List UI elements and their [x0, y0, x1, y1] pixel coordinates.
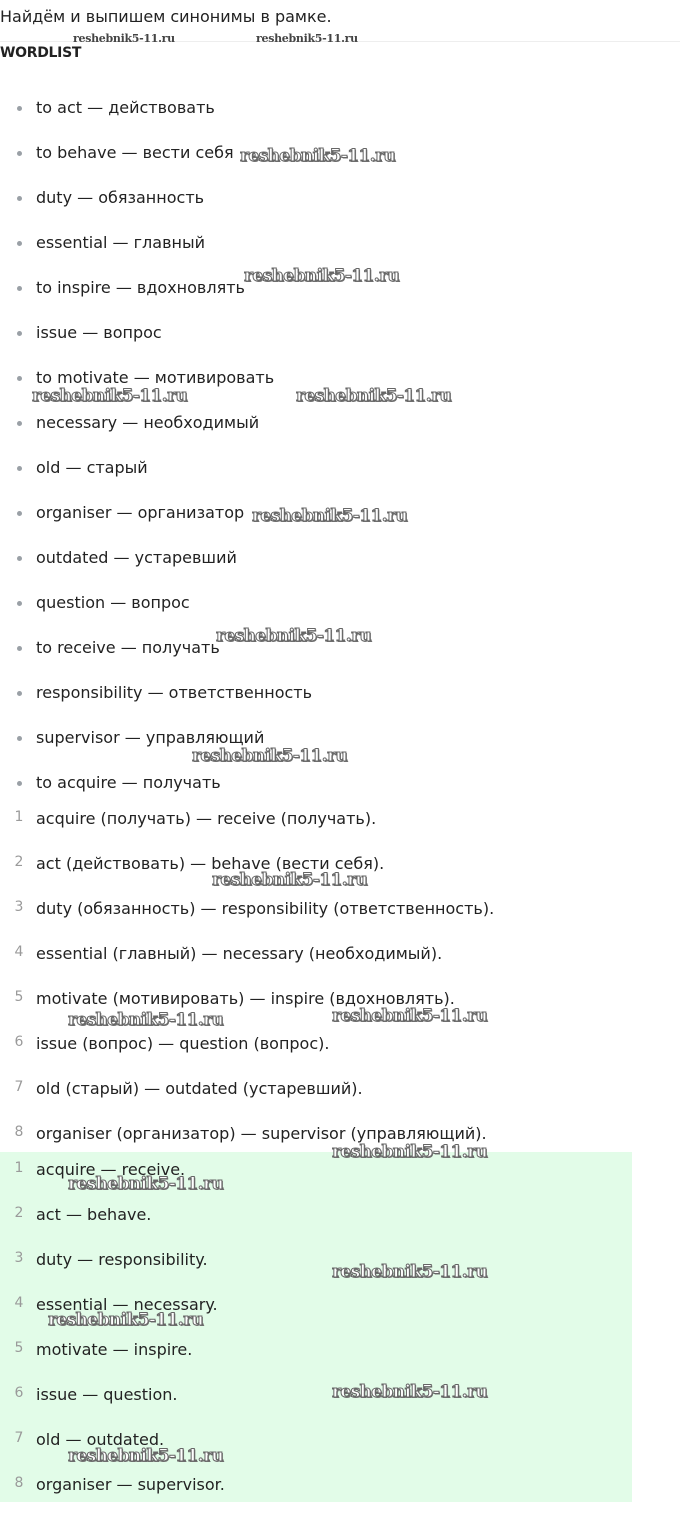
bullet-icon	[17, 151, 22, 156]
list-item	[0, 412, 640, 436]
bullet-icon	[17, 466, 22, 471]
pair-row	[0, 1033, 640, 1057]
list-item-text: to acquire — получать	[36, 773, 221, 792]
answer-number: 8	[14, 1475, 24, 1491]
answer-row	[0, 1249, 640, 1273]
pair-text: issue (вопрос) — question (вопрос).	[36, 1034, 330, 1053]
list-item	[0, 97, 640, 121]
list-item	[0, 547, 640, 571]
bullet-icon	[17, 241, 22, 246]
answer-number: 1	[14, 1160, 24, 1176]
watermark: reshebnik5-11.ru	[68, 1174, 224, 1194]
list-item	[0, 772, 640, 796]
pair-text: essential (главный) — necessary (необходимый).	[36, 944, 443, 963]
list-item-text: to act — действовать	[36, 98, 215, 117]
bullet-icon	[17, 556, 22, 561]
task-instruction: Найдём и выпишем синонимы в рамке.	[0, 7, 332, 26]
pair-row	[0, 988, 640, 1012]
pair-text: organiser (организатор) — supervisor (управляющий).	[36, 1124, 487, 1143]
bullet-icon	[17, 196, 22, 201]
list-item-text: question — вопрос	[36, 593, 190, 612]
list-item	[0, 457, 640, 481]
bullet-icon	[17, 736, 22, 741]
watermark: reshebnik5-11.ru	[332, 1006, 488, 1026]
pair-number: 5	[14, 989, 24, 1005]
answer-number: 3	[14, 1250, 24, 1266]
bullet-icon	[17, 511, 22, 516]
pair-text: acquire (получать) — receive (получать).	[36, 809, 377, 828]
answer-row	[0, 1384, 640, 1408]
list-item-text: to inspire — вдохновлять	[36, 278, 245, 297]
answer-number: 7	[14, 1430, 24, 1446]
watermark: reshebnik5-11.ru	[332, 1262, 488, 1282]
list-item-text: responsibility — ответственность	[36, 683, 313, 702]
pair-row	[0, 808, 640, 832]
bullet-icon	[17, 106, 22, 111]
answer-number: 4	[14, 1295, 24, 1311]
list-item-text: essential — главный	[36, 233, 205, 252]
watermark: reshebnik5-11.ru	[68, 1010, 224, 1030]
bullet-icon	[17, 601, 22, 606]
answer-text: organiser — supervisor.	[36, 1475, 225, 1494]
bullet-icon	[17, 421, 22, 426]
answer-text: old — outdated.	[36, 1430, 165, 1449]
wordlist-title: WORDLIST	[0, 45, 82, 61]
list-item-text: supervisor — управляющий	[36, 728, 265, 747]
answer-text: motivate — inspire.	[36, 1340, 193, 1359]
pair-text: motivate (мотивировать) — inspire (вдохновлять).	[36, 989, 455, 1008]
list-item-text: old — старый	[36, 458, 148, 477]
watermark: reshebnik5-11.ru	[48, 1310, 204, 1330]
watermark: reshebnik5-11.ru	[68, 1446, 224, 1466]
watermark: reshebnik5-11.ru	[32, 386, 188, 406]
bullet-icon	[17, 691, 22, 696]
answer-number: 6	[14, 1385, 24, 1401]
bullet-icon	[17, 781, 22, 786]
answer-text: duty — responsibility.	[36, 1250, 208, 1269]
answer-number: 5	[14, 1340, 24, 1356]
pair-number: 1	[14, 809, 24, 825]
pair-row	[0, 943, 640, 967]
pair-row	[0, 1123, 640, 1147]
pair-number: 4	[14, 944, 24, 960]
answer-text: essential — necessary.	[36, 1295, 218, 1314]
list-item-text: to receive — получать	[36, 638, 220, 657]
pair-number: 7	[14, 1079, 24, 1095]
watermark: reshebnik5-11.ru	[192, 746, 348, 766]
list-item-text: organiser — организатор	[36, 503, 245, 522]
list-item-text: duty — обязанность	[36, 188, 205, 207]
watermark: reshebnik5-11.ru	[332, 1382, 488, 1402]
watermark: reshebnik5-11.ru	[73, 32, 175, 45]
bullet-icon	[17, 286, 22, 291]
watermark: reshebnik5-11.ru	[212, 870, 368, 890]
bullet-icon	[17, 331, 22, 336]
pair-row	[0, 1078, 640, 1102]
pair-text: old (старый) — outdated (устаревший).	[36, 1079, 363, 1098]
list-item	[0, 592, 640, 616]
list-item-text: to motivate — мотивировать	[36, 368, 275, 387]
answer-text: acquire — receive.	[36, 1160, 186, 1179]
watermark: reshebnik5-11.ru	[332, 1142, 488, 1162]
pair-number: 2	[14, 854, 24, 870]
list-item-text: outdated — устаревший	[36, 548, 237, 567]
watermark: reshebnik5-11.ru	[244, 266, 400, 286]
pair-number: 8	[14, 1124, 24, 1140]
pair-text: act (действовать) — behave (вести себя).	[36, 854, 385, 873]
list-item	[0, 187, 640, 211]
watermark: reshebnik5-11.ru	[296, 386, 452, 406]
list-item-text: necessary — необходимый	[36, 413, 260, 432]
answer-row	[0, 1204, 640, 1228]
pair-number: 3	[14, 899, 24, 915]
list-item-text: issue — вопрос	[36, 323, 162, 342]
watermark: reshebnik5-11.ru	[252, 506, 408, 526]
list-item	[0, 682, 640, 706]
pair-number: 6	[14, 1034, 24, 1050]
pair-text: duty (обязанность) — responsibility (ответственность).	[36, 899, 495, 918]
list-item	[0, 322, 640, 346]
answer-number: 2	[14, 1205, 24, 1221]
answer-text: act — behave.	[36, 1205, 152, 1224]
pair-row	[0, 898, 640, 922]
answer-row	[0, 1339, 640, 1363]
bullet-icon	[17, 376, 22, 381]
watermark: reshebnik5-11.ru	[216, 626, 372, 646]
list-item-text: to behave — вести себя	[36, 143, 234, 162]
bullet-icon	[17, 646, 22, 651]
answer-text: issue — question.	[36, 1385, 178, 1404]
list-item	[0, 232, 640, 256]
watermark: reshebnik5-11.ru	[240, 146, 396, 166]
watermark: reshebnik5-11.ru	[256, 32, 358, 45]
answer-row	[0, 1474, 640, 1498]
